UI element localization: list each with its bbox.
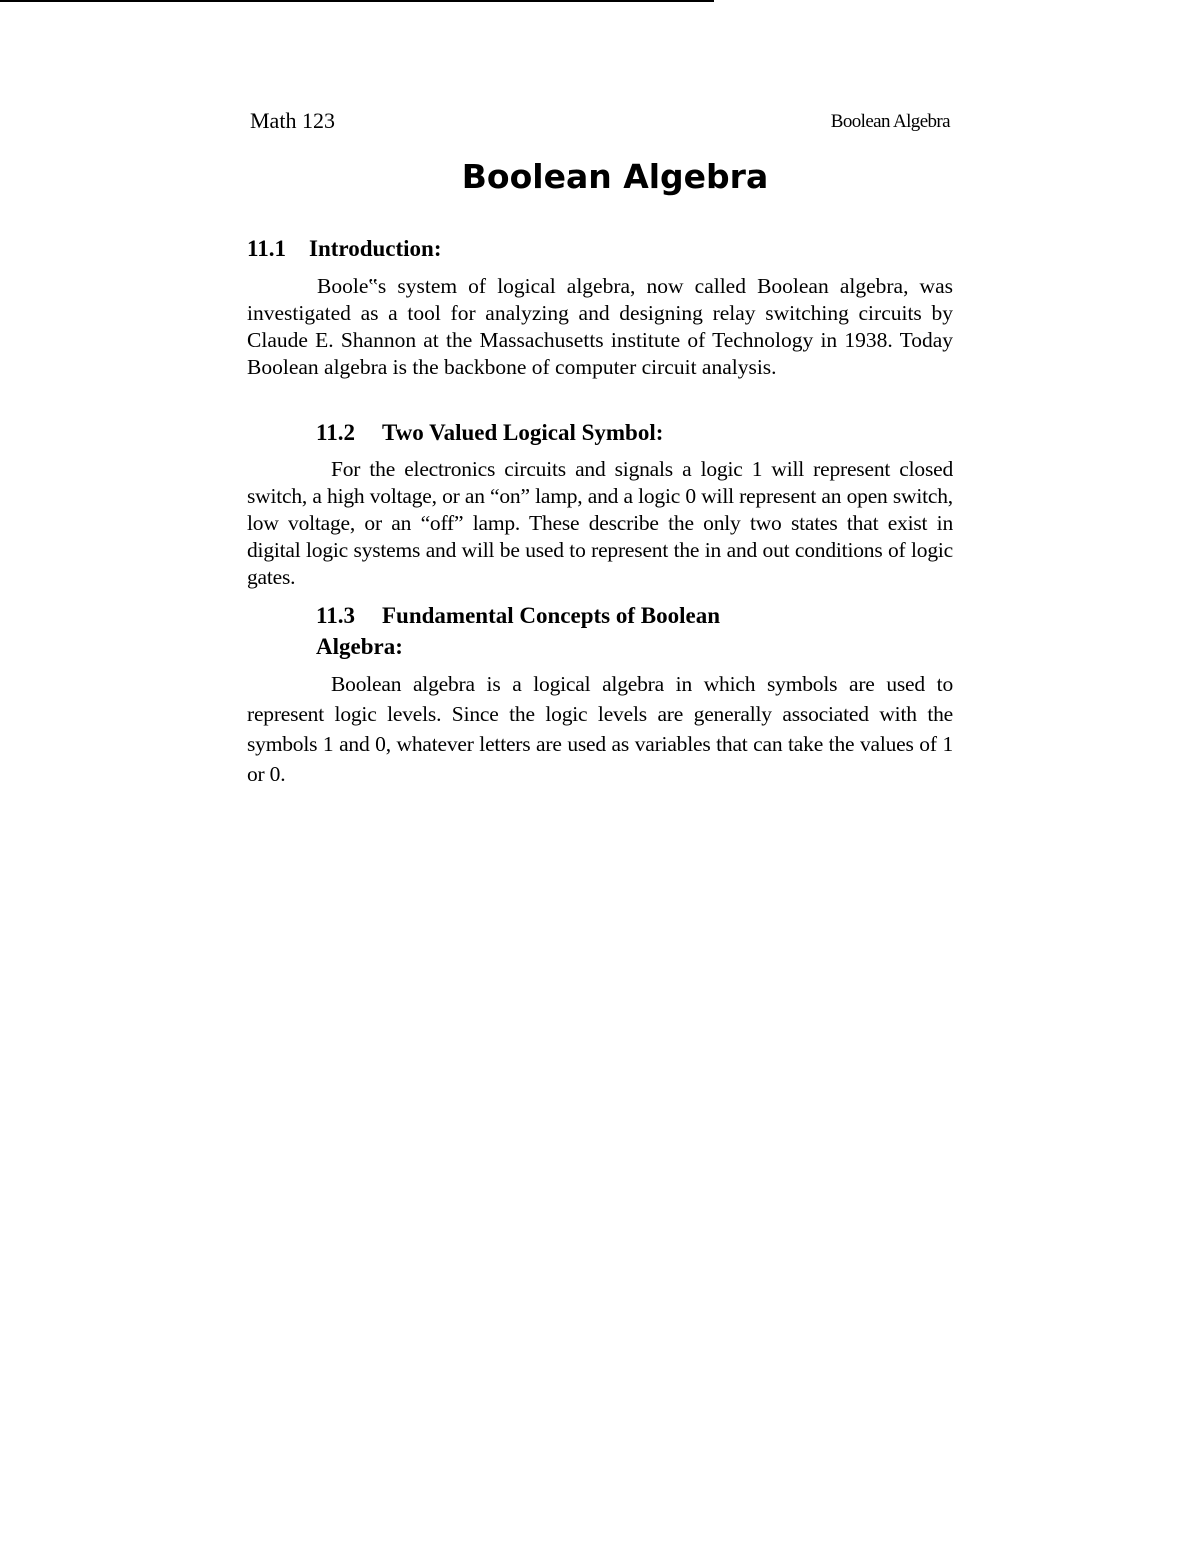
running-head-topic: Boolean Algebra: [830, 111, 950, 132]
section-body-fundamental-concepts: Boolean algebra is a logical algebra in which symbols are used to represent logic levels. Since the logic levels are generally associated with the symbols 1 and 0, whatever letters are used as variables that can take the values of 1 or 0.: [247, 672, 953, 786]
section-heading-two-valued-logical-symbol: [316, 417, 663, 448]
section-number: 11.1: [247, 236, 286, 261]
section-heading-text: Introduction:: [309, 236, 442, 261]
section-body-introduction: Boole‟s system of logical algebra, now called Boolean algebra, was investigated as a tool for analyzing and designing relay switching circuits by Claude E. Shannon at the Massachusetts institute of Technology in 1938. Today Boolean algebra is the backbone of computer circuit analysis.: [247, 274, 953, 379]
section-number: 11.3: [316, 603, 355, 628]
section-heading-text: Fundamental Concepts of Boolean: [382, 603, 720, 628]
top-border-line: [0, 0, 714, 2]
section-heading-fundamental-concepts-continued: Algebra:: [316, 634, 403, 659]
running-head-course: Math 123: [250, 108, 335, 133]
section-body-two-valued-logical-symbol: For the electronics circuits and signals a logic 1 will represent closed switch, a high voltage, or an “on” lamp, and a logic 0 will represent an open switch, low voltage, or an “off” lamp. These describe the only two states that exist in digital logic systems and will be used to represent the in and out conditions of logic gates.: [247, 457, 953, 589]
page-title: Boolean Algebra: [461, 157, 769, 196]
section-heading-fundamental-concepts: [316, 600, 720, 631]
section-number: 11.2: [316, 420, 355, 445]
section-heading-text: Two Valued Logical Symbol:: [382, 420, 664, 445]
section-heading-introduction: [247, 233, 442, 264]
